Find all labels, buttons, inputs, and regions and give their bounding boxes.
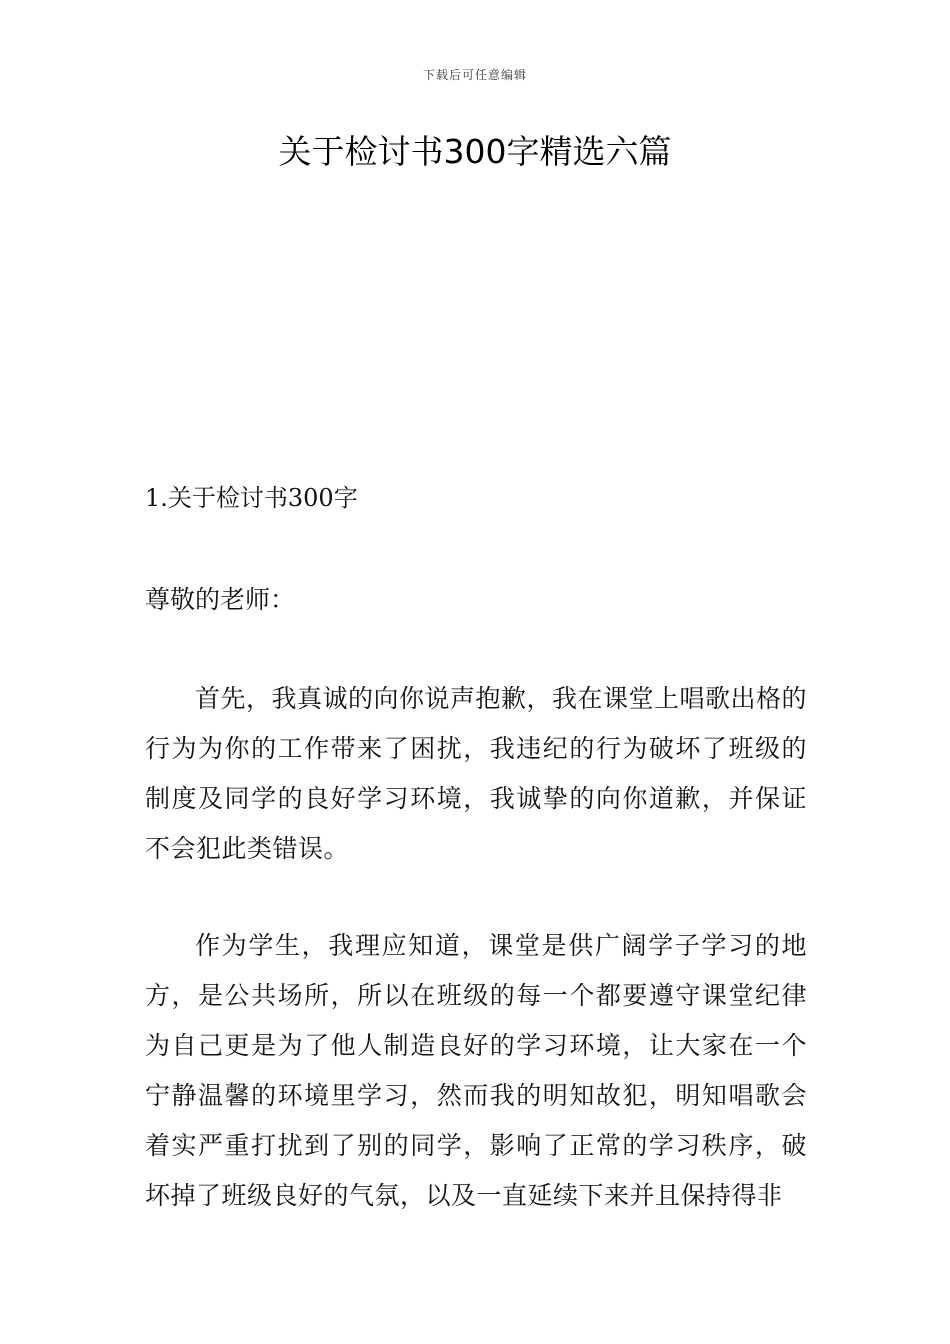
- document-title: 关于检讨书300字精选六篇: [278, 132, 672, 171]
- paragraph: 作为学生，我理应知道，课堂是供广阔学子学习的地方，是公共场所，所以在班级的每一个都要遵守课堂纪律为自己更是为了他人制造良好的学习环境，让大家在一个宁静温馨的环境里学习，然而我的明知故犯，明知唱歌会着实严重打扰到了别的同学，影响了正常的学习秩序，破坏掉了班级良好的气氛，以及一直延续下来并且保持得非: [145, 931, 807, 1210]
- salutation: 尊敬的老师：: [145, 585, 296, 614]
- section-heading: 1.关于检讨书300字: [145, 484, 358, 512]
- paragraph: 首先，我真诚的向你说声抱歉，我在课堂上唱歌出格的行为为你的工作带来了困扰，我违纪的行为破坏了班级的制度及同学的良好学习环境，我诚挚的向你道歉，并保证不会犯此类错误。: [145, 684, 808, 863]
- paragraph-block-1: [145, 674, 807, 874]
- paragraph-block-2: [145, 921, 807, 1221]
- header-note: 下载后可任意编辑: [422, 68, 527, 82]
